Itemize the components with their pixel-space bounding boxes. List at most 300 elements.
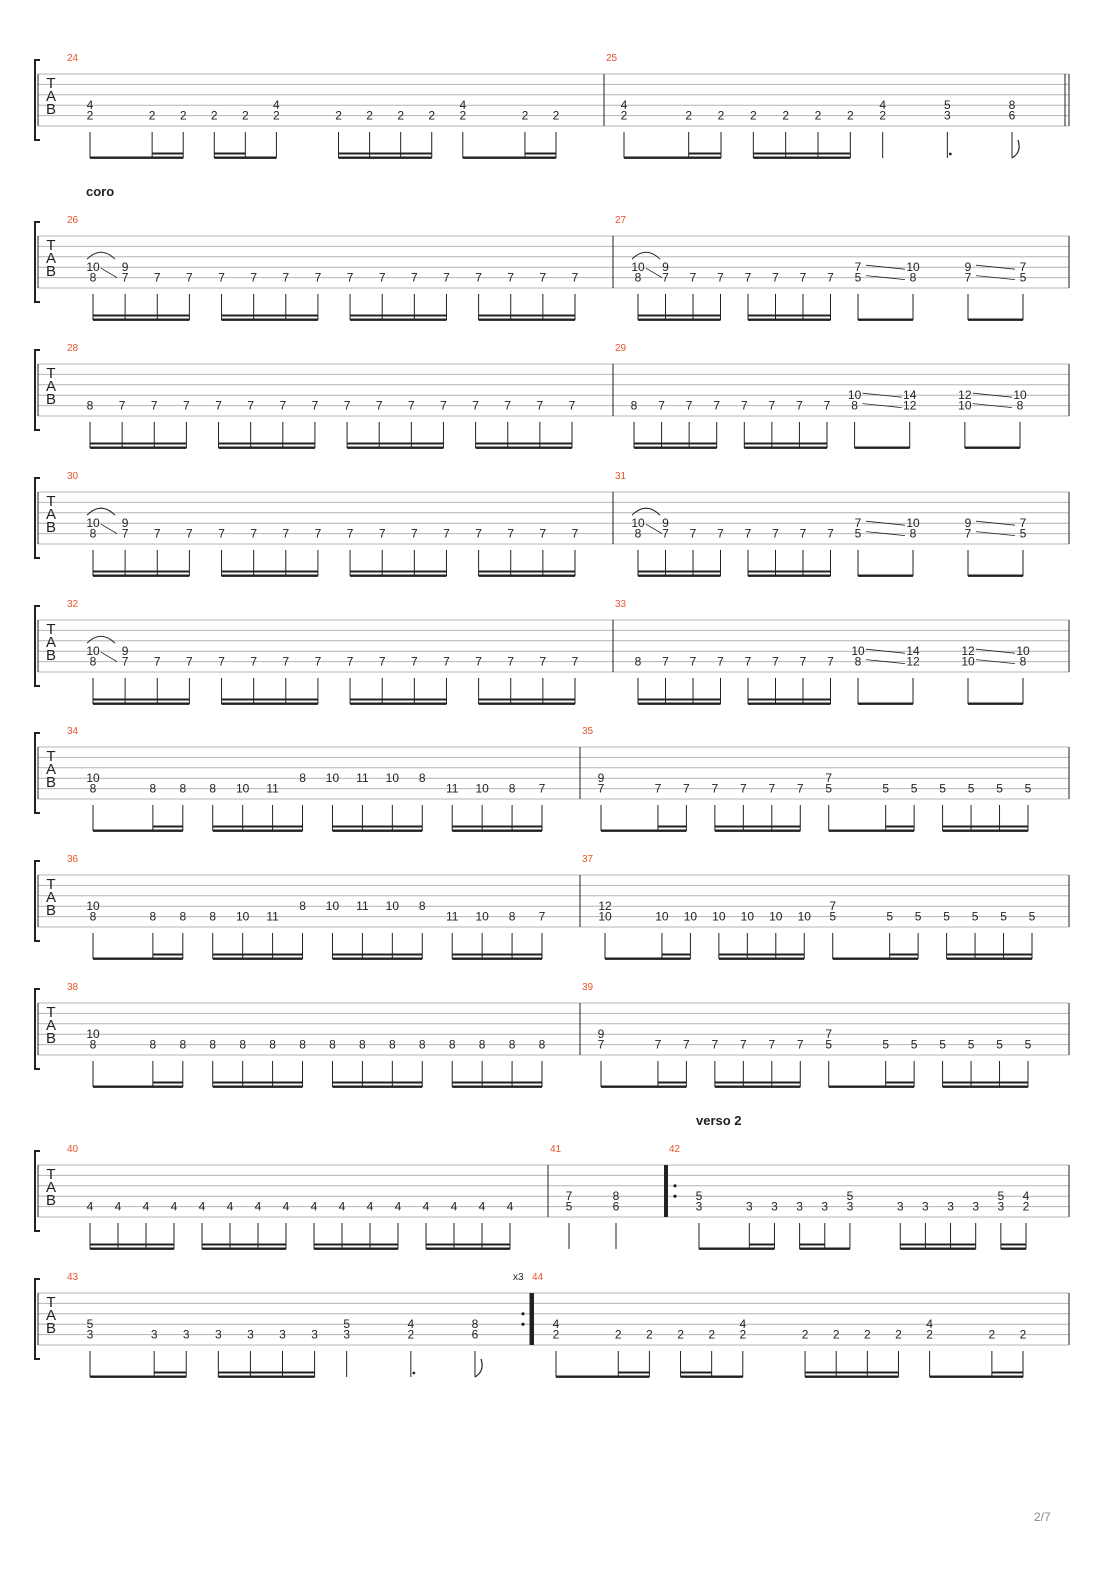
beam	[699, 1248, 774, 1250]
fret-number: 4	[450, 1199, 458, 1214]
beam	[452, 958, 542, 960]
beam	[254, 315, 286, 317]
beam	[776, 315, 804, 317]
fret-number: 5	[943, 98, 951, 113]
beam	[479, 575, 575, 577]
fret-number: 10	[769, 909, 783, 924]
fret-number: 7	[717, 270, 724, 285]
note-event	[250, 271, 257, 320]
beam	[476, 447, 572, 449]
fret-number: 2	[148, 108, 156, 123]
note-flag	[475, 1359, 482, 1377]
fret-number: 7	[827, 270, 834, 285]
beam	[153, 826, 183, 828]
fret-number: 5	[996, 1037, 1003, 1052]
fret-number: 5	[939, 1037, 946, 1052]
tab-clef-letter: B	[45, 101, 57, 118]
beam	[715, 826, 743, 828]
measure	[615, 471, 1069, 577]
note-event	[339, 1200, 346, 1249]
fret-number: 7	[536, 398, 544, 413]
beam	[283, 1372, 315, 1374]
fret-number: 8	[209, 781, 217, 796]
note-event	[690, 271, 697, 320]
tab-clef-letter: T	[46, 75, 56, 92]
fret-number: 7	[744, 270, 752, 285]
beam	[968, 319, 1023, 321]
note-event	[236, 910, 250, 959]
note-event	[782, 109, 789, 158]
fret-number: 7	[571, 654, 579, 669]
note-event	[903, 388, 917, 448]
beam	[90, 1376, 186, 1378]
note-event	[768, 1038, 775, 1087]
fret-number: 2	[879, 108, 887, 123]
beam	[152, 153, 183, 155]
note-event	[459, 98, 466, 158]
fret-number: 7	[744, 526, 752, 541]
note-event	[598, 1027, 605, 1087]
fret-number: 10	[235, 781, 250, 796]
fret-number: 10	[655, 909, 669, 924]
note-event	[379, 655, 386, 704]
measure	[67, 471, 613, 577]
fret-number: 3	[947, 1199, 954, 1214]
fret-number: 7	[1019, 516, 1027, 531]
note-event	[745, 271, 752, 320]
fret-number: 2	[335, 108, 342, 123]
beam	[243, 826, 273, 828]
tab-clef-letter: T	[46, 621, 56, 638]
measure-number: 39	[582, 982, 594, 993]
fret-number: 7	[658, 398, 665, 413]
measure	[606, 53, 1069, 159]
note-event	[86, 771, 100, 831]
beam	[743, 1082, 771, 1084]
note-event	[143, 1200, 150, 1249]
fret-number: 7	[1019, 260, 1027, 275]
beam	[753, 157, 850, 159]
fret-number: 8	[86, 398, 94, 413]
beam	[283, 443, 315, 445]
beam	[855, 447, 910, 449]
note-event	[282, 527, 289, 576]
beam	[213, 1086, 303, 1088]
beam	[463, 157, 556, 159]
beam	[867, 1372, 898, 1374]
fret-number: 3	[343, 1327, 351, 1342]
fret-number: 4	[114, 1199, 122, 1214]
fret-number: 10	[86, 1027, 100, 1042]
fret-number: 7	[218, 270, 225, 285]
note-event	[540, 271, 547, 320]
fret-number: 8	[1008, 98, 1016, 113]
fret-number: 5	[971, 909, 979, 924]
note-event	[366, 109, 373, 158]
fret-number: 3	[311, 1327, 318, 1342]
beam	[666, 571, 694, 573]
note-event	[696, 1189, 703, 1249]
fret-number: 8	[471, 1317, 479, 1332]
note-event	[236, 782, 250, 831]
beam	[93, 958, 183, 960]
note-event	[215, 399, 222, 448]
dot	[412, 1372, 415, 1375]
fret-number: 8	[634, 270, 642, 285]
note-event	[847, 1189, 854, 1249]
note-event	[922, 1200, 929, 1249]
beam	[332, 958, 422, 960]
fret-number: 2	[846, 108, 854, 123]
tab-clef-letter: A	[45, 88, 57, 105]
fret-number: 7	[799, 526, 807, 541]
fret-number: 7	[443, 654, 450, 669]
beam	[482, 1244, 510, 1246]
fret-number: 5	[943, 909, 950, 924]
fret-number: 7	[121, 654, 129, 669]
fret-number: 5	[1028, 909, 1036, 924]
beam	[748, 319, 831, 321]
fret-number: 7	[443, 270, 450, 285]
measure-number: 36	[67, 854, 79, 865]
fret-number: 7	[121, 526, 129, 541]
fret-number: 12	[903, 398, 917, 413]
fret-number: 7	[713, 398, 721, 413]
beam	[370, 1244, 398, 1246]
beam	[638, 319, 721, 321]
beam	[638, 703, 721, 705]
fret-number: 8	[269, 1037, 276, 1052]
fret-number: 9	[964, 516, 972, 531]
note-event	[209, 782, 216, 831]
beam	[634, 447, 717, 449]
note-event	[443, 527, 450, 576]
beam	[744, 447, 827, 449]
fret-number: 5	[967, 1037, 975, 1052]
fret-number: 7	[504, 398, 512, 413]
fret-number: 10	[325, 771, 340, 786]
beam	[125, 571, 157, 573]
measure	[582, 726, 1069, 832]
beam	[230, 1244, 258, 1246]
note-event	[961, 644, 1015, 704]
note-event	[821, 1200, 828, 1249]
note-event	[522, 109, 529, 158]
fret-number: 2	[407, 1327, 415, 1342]
fret-number: 2	[459, 108, 467, 123]
note-event	[154, 527, 161, 576]
note-event	[183, 399, 190, 448]
fret-number: 8	[239, 1037, 247, 1052]
tab-clef-letter: B	[45, 519, 57, 536]
beam	[286, 315, 318, 317]
note-event	[827, 527, 834, 576]
tab-system	[35, 599, 1069, 705]
beam	[512, 1082, 542, 1084]
fret-number: 7	[825, 1027, 833, 1042]
measure	[582, 982, 1069, 1088]
note-event	[989, 1328, 996, 1377]
beam	[250, 1372, 282, 1374]
fret-number: 4	[366, 1199, 374, 1214]
note-event	[507, 1200, 514, 1249]
beam	[426, 1248, 510, 1250]
note-event	[655, 1038, 662, 1087]
tab-clef-letter: B	[45, 263, 57, 280]
tab-system	[35, 1113, 1069, 1250]
note-event	[825, 771, 832, 831]
note-event	[911, 782, 918, 831]
beam	[362, 954, 392, 956]
beam	[1001, 1248, 1026, 1250]
beam	[662, 443, 690, 445]
fret-number: 7	[711, 781, 719, 796]
fret-number: 2	[241, 108, 249, 123]
beam	[968, 575, 1023, 577]
note-event	[631, 399, 638, 448]
fret-number: 7	[768, 781, 776, 796]
beam	[350, 319, 446, 321]
beam	[951, 1244, 976, 1246]
fret-number: 7	[827, 654, 834, 669]
fret-number: 7	[282, 526, 290, 541]
fret-number: 8	[538, 1037, 546, 1052]
note-event	[750, 109, 757, 158]
beam	[662, 954, 690, 956]
beam	[681, 1372, 712, 1374]
beam	[332, 826, 362, 828]
note-event	[926, 1317, 933, 1377]
beam	[715, 1086, 800, 1088]
note-event	[423, 1200, 430, 1249]
note-event	[662, 260, 669, 320]
note-event	[685, 109, 692, 158]
fret-number: 11	[266, 909, 279, 924]
beam	[222, 699, 254, 701]
fret-number: 7	[186, 654, 193, 669]
fret-number: 7	[823, 398, 831, 413]
note-event	[509, 1038, 516, 1087]
fret-number: 2	[708, 1327, 716, 1342]
beam	[154, 443, 186, 445]
fret-number: 7	[507, 526, 515, 541]
fret-number: 7	[565, 1189, 573, 1204]
fret-number: 9	[964, 260, 972, 275]
note-event	[537, 399, 544, 448]
fret-number: 4	[226, 1199, 234, 1214]
measure	[615, 343, 1069, 449]
note-event	[479, 1200, 486, 1249]
fret-number: 8	[299, 899, 306, 914]
fret-number: 7	[218, 526, 225, 541]
fret-number: 2	[646, 1327, 653, 1342]
note-event	[897, 1200, 904, 1249]
beam	[890, 954, 918, 956]
fret-number: 10	[475, 909, 489, 924]
beam	[222, 575, 318, 577]
measure-number: 30	[67, 471, 79, 482]
note-event	[572, 527, 579, 576]
note-event	[572, 655, 579, 704]
note-event	[662, 516, 669, 576]
note-event	[553, 1317, 560, 1377]
note-event	[615, 1328, 622, 1377]
beam	[370, 153, 401, 155]
fret-number: 3	[997, 1199, 1005, 1214]
fret-number: 3	[279, 1327, 286, 1342]
note-event	[255, 1200, 262, 1249]
note-event	[359, 1038, 366, 1087]
fret-number: 4	[142, 1199, 150, 1214]
beam	[218, 1376, 314, 1378]
beam	[146, 1244, 174, 1246]
beam	[90, 1244, 118, 1246]
beam	[254, 571, 286, 573]
tab-clef-letter: B	[45, 1030, 57, 1047]
bend-arc	[87, 636, 115, 643]
note-event	[968, 782, 975, 831]
fret-number: 10	[86, 516, 100, 531]
fret-number: 7	[683, 781, 690, 796]
fret-number: 3	[86, 1327, 94, 1342]
beam	[689, 153, 721, 155]
tab-clef-letter: A	[45, 378, 57, 395]
note-event	[154, 271, 161, 320]
fret-number: 8	[89, 270, 97, 285]
fret-number: 7	[539, 654, 547, 669]
beam	[543, 699, 575, 701]
fret-number: 8	[89, 781, 97, 796]
measure	[67, 215, 613, 321]
fret-number: 7	[475, 526, 482, 541]
beam	[347, 447, 443, 449]
measure-number: 33	[615, 599, 627, 610]
beam	[540, 443, 572, 445]
note-event	[446, 910, 459, 959]
fret-number: 8	[89, 1037, 97, 1052]
beam	[154, 1372, 186, 1374]
note-event	[772, 655, 779, 704]
note-event	[218, 655, 225, 704]
note-event	[847, 109, 854, 158]
slide-line	[646, 524, 662, 533]
note-event	[150, 782, 157, 831]
measure-number: 44	[532, 1272, 544, 1283]
note-event	[631, 252, 662, 320]
note-event	[475, 271, 482, 320]
fret-number: 10	[86, 771, 100, 786]
note-event	[179, 910, 186, 959]
beam	[803, 699, 831, 701]
fret-number: 8	[508, 909, 516, 924]
fret-number: 2	[397, 108, 405, 123]
note-event	[739, 1317, 746, 1377]
note-event	[944, 98, 952, 158]
note-event	[800, 527, 807, 576]
note-event	[1009, 98, 1019, 158]
fret-number: 11	[445, 909, 459, 924]
note-event	[449, 1038, 456, 1087]
tab-system	[35, 854, 1069, 960]
note-event	[802, 1328, 809, 1377]
beam	[219, 443, 251, 445]
note-event	[947, 1200, 954, 1249]
measure	[67, 1144, 548, 1250]
note-event	[122, 260, 129, 320]
measure-number: 29	[615, 343, 627, 354]
fret-number: 8	[179, 909, 187, 924]
beam	[900, 1244, 925, 1246]
measure-number: 35	[582, 726, 594, 737]
slide-line	[646, 268, 662, 277]
beam	[392, 1082, 422, 1084]
beam	[634, 443, 662, 445]
beam	[125, 699, 157, 701]
beam	[339, 153, 370, 155]
note-event	[397, 109, 404, 158]
fret-number: 2	[814, 108, 822, 123]
fret-number: 8	[149, 1037, 157, 1052]
beam	[273, 826, 303, 828]
note-event	[154, 655, 161, 704]
beam	[776, 699, 804, 701]
note-event	[655, 782, 662, 831]
beam	[753, 153, 785, 155]
note-event	[915, 910, 922, 959]
note-event	[507, 527, 514, 576]
beam	[93, 699, 125, 701]
fret-number: 4	[506, 1199, 514, 1214]
measure-number: 27	[615, 215, 627, 226]
fret-number: 8	[329, 1037, 336, 1052]
note-event	[769, 910, 783, 959]
note-event	[379, 271, 386, 320]
fret-number: 10	[797, 909, 811, 924]
beam	[219, 447, 315, 449]
fret-number: 8	[209, 1037, 217, 1052]
fret-number: 7	[740, 398, 748, 413]
note-event	[569, 399, 576, 448]
fret-number: 7	[739, 781, 747, 796]
fret-number: 7	[796, 398, 803, 413]
fret-number: 9	[597, 1027, 605, 1042]
fret-number: 3	[745, 1199, 753, 1214]
note-event	[553, 109, 560, 158]
fret-number: 4	[879, 98, 887, 113]
fret-number: 7	[247, 398, 255, 413]
measure	[67, 53, 604, 159]
fret-number: 7	[538, 909, 546, 924]
fret-number: 10	[1016, 644, 1030, 659]
note-event	[684, 910, 698, 959]
fret-number: 7	[153, 526, 161, 541]
fret-number: 9	[121, 516, 129, 531]
beam	[350, 315, 382, 317]
tab-clef-letter: T	[46, 1294, 56, 1311]
fret-number: 9	[121, 260, 129, 275]
fret-number: 7	[279, 398, 287, 413]
fret-number: 8	[89, 654, 97, 669]
note-event	[472, 1317, 482, 1377]
note-event	[379, 527, 386, 576]
beam	[332, 954, 362, 956]
fret-number: 7	[689, 270, 697, 285]
measure	[532, 1272, 1069, 1378]
note-event	[299, 1038, 306, 1087]
fret-number: 7	[475, 654, 482, 669]
note-event	[386, 899, 400, 959]
fret-number: 3	[214, 1327, 222, 1342]
